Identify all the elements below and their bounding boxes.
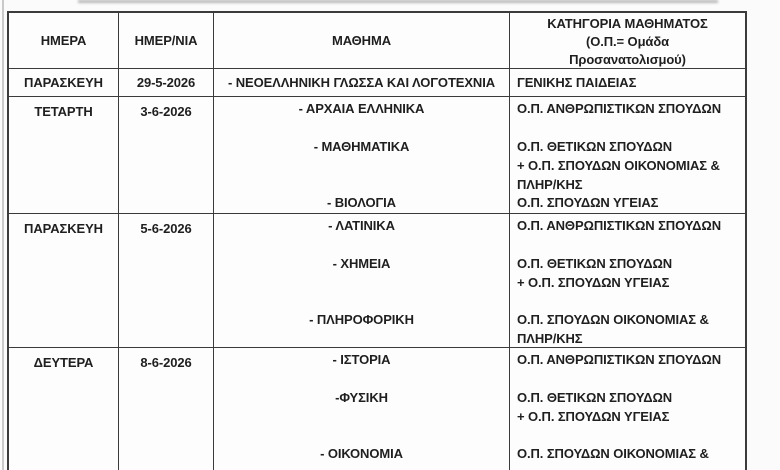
table-row	[9, 69, 745, 97]
header-date-label: ΗΜΕΡ/ΝΙΑ	[134, 33, 198, 48]
category-line: + Ο.Π. ΣΠΟΥΔΩΝ ΟΙΚΟΝΟΜΙΑΣ &	[517, 157, 720, 173]
category-line: ΓΕΝΙΚΗΣ ΠΑΙΔΕΙΑΣ	[517, 75, 637, 90]
day-cell	[9, 69, 119, 96]
day-value: ΔΕΥΤΕΡΑ	[33, 355, 94, 370]
header-cell-day	[9, 13, 119, 68]
exam-schedule-table	[7, 11, 747, 470]
subject-line	[214, 408, 509, 427]
subject-cell	[214, 214, 510, 347]
category-line	[517, 427, 745, 446]
subject-line	[214, 274, 509, 293]
day-cell	[9, 214, 119, 347]
date-cell	[119, 214, 214, 347]
subject-cell	[214, 348, 510, 470]
category-cell	[510, 97, 745, 213]
category-line	[517, 119, 745, 138]
category-line: Ο.Π. ΣΠΟΥΔΩΝ ΟΙΚΟΝΟΜΙΑΣ &	[517, 446, 709, 462]
date-cell	[119, 69, 214, 96]
table-row	[9, 348, 745, 470]
category-line: Ο.Π. ΣΠΟΥΔΩΝ ΥΓΕΙΑΣ	[517, 195, 659, 211]
header-cell-category	[510, 13, 745, 68]
category-line: Ο.Π. ΘΕΤΙΚΩΝ ΣΠΟΥΔΩΝ	[517, 138, 673, 154]
category-line: ΠΛΗΡ/ΚΗΣ	[517, 176, 583, 192]
subject-line: - ΧΗΜΕΙΑ	[332, 255, 391, 271]
category-line: Ο.Π. ΑΝΘΡΩΠΙΣΤΙΚΩΝ ΣΠΟΥΔΩΝ	[517, 218, 721, 233]
category-line	[517, 293, 745, 312]
category-line: + Ο.Π. ΣΠΟΥΔΩΝ ΥΓΕΙΑΣ	[517, 408, 670, 424]
day-cell	[9, 348, 119, 470]
header-category-line1: ΚΑΤΗΓΟΡΙΑ ΜΑΘΗΜΑΤΟΣ	[547, 16, 708, 31]
table-row	[9, 214, 745, 348]
category-line: + Ο.Π. ΣΠΟΥΔΩΝ ΥΓΕΙΑΣ	[517, 274, 670, 290]
category-cell	[510, 214, 745, 347]
category-cell	[510, 69, 745, 96]
subject-line: - ΠΛΗΡΟΦΟΡΙΚΗ	[309, 312, 414, 328]
subject-line	[214, 236, 509, 255]
subject-line: - ΛΑΤΙΝΙΚΑ	[328, 218, 395, 233]
cropped-content-smudge	[78, 0, 718, 3]
subject-line	[214, 176, 509, 195]
header-category-line3: Προσανατολισμού)	[569, 52, 686, 68]
subject-line: - ΜΑΘΗΜΑΤΙΚΑ	[313, 138, 410, 154]
subject-line	[214, 293, 509, 312]
category-line: ΠΛΗΡ/ΚΗΣ	[517, 331, 583, 347]
category-line: Ο.Π. ΑΝΘΡΩΠΙΣΤΙΚΩΝ ΣΠΟΥΔΩΝ	[517, 352, 721, 367]
category-line	[517, 236, 745, 255]
category-line: Ο.Π. ΘΕΤΙΚΩΝ ΣΠΟΥΔΩΝ	[517, 389, 673, 405]
subject-cell	[214, 97, 510, 213]
page-edge-line	[2, 0, 4, 470]
header-category-line2: (Ο.Π.= Ομάδα	[586, 34, 669, 50]
header-cell-subject	[214, 13, 510, 68]
date-value: 5-6-2026	[140, 221, 192, 236]
category-line: Ο.Π. ΘΕΤΙΚΩΝ ΣΠΟΥΔΩΝ	[517, 255, 673, 271]
subject-line: - ΝΕΟΕΛΛΗΝΙΚΗ ΓΛΩΣΣΑ ΚΑΙ ΛΟΓΟΤΕΧΝΙΑ	[227, 75, 496, 90]
header-subject-label: ΜΑΘΗΜΑ	[332, 33, 391, 48]
subject-cell	[214, 69, 510, 96]
subject-line: - ΙΣΤΟΡΙΑ	[332, 352, 391, 367]
subject-line	[214, 330, 509, 347]
date-cell	[119, 348, 214, 470]
subject-line	[214, 119, 509, 138]
table-header-row	[9, 13, 745, 69]
category-line	[517, 370, 745, 389]
date-value: 8-6-2026	[140, 355, 192, 370]
category-cell	[510, 348, 745, 470]
subject-line: - ΟΙΚΟΝΟΜΙΑ	[320, 446, 403, 462]
day-value: ΠΑΡΑΣΚΕΥΗ	[24, 221, 103, 236]
category-line: Ο.Π. ΣΠΟΥΔΩΝ ΟΙΚΟΝΟΜΙΑΣ &	[517, 312, 709, 328]
date-cell	[119, 97, 214, 213]
day-cell	[9, 97, 119, 213]
header-day-label: ΗΜΕΡΑ	[40, 33, 87, 48]
category-line: Ο.Π. ΑΝΘΡΩΠΙΣΤΙΚΩΝ ΣΠΟΥΔΩΝ	[517, 101, 721, 116]
date-value: 29-5-2026	[136, 75, 196, 90]
day-value: ΤΕΤΑΡΤΗ	[34, 104, 93, 119]
subject-line	[214, 157, 509, 176]
subject-line: - ΑΡΧΑΙΑ ΕΛΛΗΝΙΚΑ	[298, 101, 425, 116]
table-row	[9, 97, 745, 214]
date-value: 3-6-2026	[140, 104, 192, 119]
day-value: ΠΑΡΑΣΚΕΥΗ	[24, 75, 103, 90]
subject-line	[214, 370, 509, 389]
subject-line: - ΒΙΟΛΟΓΙΑ	[327, 195, 396, 211]
subject-line: -ΦΥΣΙΚΗ	[335, 389, 388, 405]
header-cell-date	[119, 13, 214, 68]
subject-line	[214, 427, 509, 446]
